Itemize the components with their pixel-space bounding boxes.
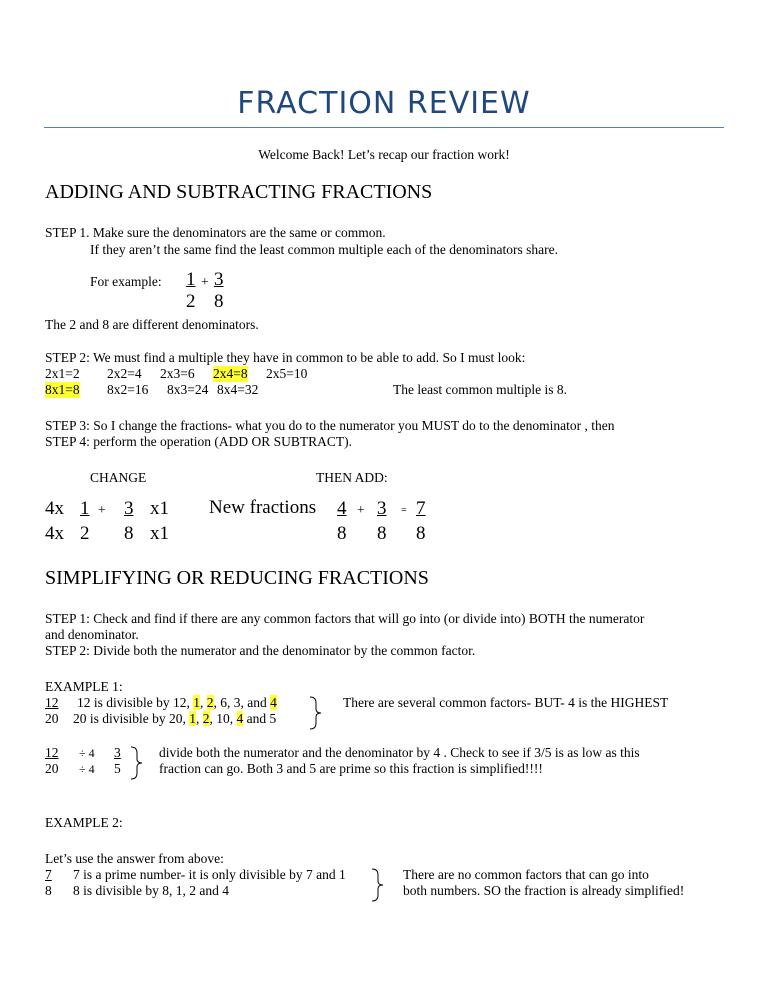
brace-icon <box>130 745 144 781</box>
section-heading-simplifying: SIMPLIFYING OR REDUCING FRACTIONS <box>45 567 429 589</box>
row1-factor-1: 1 <box>193 695 201 710</box>
row2-factor-2: 2 <box>202 711 210 726</box>
multiple-2x4-highlight: 2x4=8 <box>213 366 248 381</box>
divide-result-3: 3 <box>114 745 121 760</box>
multiple-8x2: 8x2=16 <box>107 382 149 397</box>
example1-label: EXAMPLE 1: <box>45 679 123 694</box>
example2-label: EXAMPLE 2: <box>45 815 123 830</box>
step2-text: STEP 2: We must find a multiple they have in common to be able to add. So I must look: <box>45 350 526 365</box>
example-numerator-1: 1 <box>186 269 196 290</box>
example1-numerator-12: 12 <box>45 695 59 710</box>
change-x1-bottom: x1 <box>150 523 169 544</box>
row1-factor-2: 2 <box>206 695 214 710</box>
multiple-8x1-highlight: 8x1=8 <box>45 382 80 397</box>
example2-row1: 7 is a prime number- it is only divisible by 7 and 1 <box>73 867 346 882</box>
change-label: CHANGE <box>90 470 147 485</box>
new-numerator-3: 3 <box>377 498 387 519</box>
simplify-step1-line2: and denominator. <box>45 627 139 642</box>
row2-text-c: and 5 <box>243 711 277 726</box>
step1-line2: If they aren’t the same find the least common multiple each of the denominators share. <box>90 242 558 257</box>
new-denominator-8a: 8 <box>337 523 347 544</box>
no-common-factors-line2: both numbers. SO the fraction is already simplified! <box>403 883 685 898</box>
divide-by-4-bottom: ÷ 4 <box>79 762 95 776</box>
multiple-2x3: 2x3=6 <box>160 366 195 381</box>
simplify-step2: STEP 2: Divide both the numerator and the denominator by the common factor. <box>45 643 476 658</box>
brace-icon <box>309 695 323 731</box>
change-numerator-1: 1 <box>80 498 90 519</box>
new-fractions-label: New fractions <box>209 497 317 518</box>
simplify-step1-line1: STEP 1: Check and find if there are any common factors that will go into (or divide into) BOTH the numerator <box>45 611 645 626</box>
multiple-8x3: 8x3=24 <box>167 382 209 397</box>
multiple-2x2: 2x2=4 <box>107 366 142 381</box>
lcm-text: The least common multiple is 8. <box>393 382 567 397</box>
multiple-8x4: 8x4=32 <box>217 382 259 397</box>
change-x1-top: x1 <box>150 498 169 519</box>
example-numerator-2: 3 <box>214 269 224 290</box>
new-denominator-8b: 8 <box>377 523 387 544</box>
section-heading-adding: ADDING AND SUBTRACTING FRACTIONS <box>45 181 433 203</box>
result-denominator-8: 8 <box>416 523 426 544</box>
divide-result-5: 5 <box>114 761 121 776</box>
example-denominator-2: 8 <box>214 291 224 312</box>
example2-denominator-8: 8 <box>45 883 52 898</box>
change-denominator-8: 8 <box>124 523 134 544</box>
divide-denominator-20: 20 <box>45 761 59 776</box>
new-equals: = <box>401 505 407 516</box>
title-rule <box>44 127 724 128</box>
no-common-factors-line1: There are no common factors that can go into <box>403 867 649 882</box>
divide-explanation-line1: divide both the numerator and the denominator by 4 . Check to see if 3/5 is as low as this <box>159 745 640 760</box>
example-denominator-1: 2 <box>186 291 196 312</box>
row2-text-a: 20 is divisible by 20, <box>73 711 190 726</box>
example1-denominator-20: 20 <box>45 711 59 726</box>
then-add-label: THEN ADD: <box>316 470 388 485</box>
page-title: FRACTION REVIEW <box>237 86 531 121</box>
divide-numerator-12: 12 <box>45 745 59 760</box>
change-4x-bottom: 4x <box>45 523 64 544</box>
welcome-text: Welcome Back! Let’s recap our fraction work! <box>258 147 510 162</box>
row2-factor-1: 1 <box>189 711 197 726</box>
row1-text-a: 12 is divisible by 12, <box>77 695 194 710</box>
step3-text: STEP 3: So I change the fractions- what you do to the numerator you MUST do to the denominator , then <box>45 418 615 433</box>
row1-factor-4: 4 <box>270 695 277 710</box>
change-4x-top: 4x <box>45 498 64 519</box>
step4-text: STEP 4: perform the operation (ADD OR SUBTRACT). <box>45 434 352 449</box>
change-numerator-3: 3 <box>124 498 134 519</box>
row1-text-b: , 6, 3, and <box>213 695 271 710</box>
row2-factor-4: 4 <box>236 711 244 726</box>
example2-numerator-7: 7 <box>45 867 52 882</box>
multiple-2x5: 2x5=10 <box>266 366 308 381</box>
row2-comma: , <box>196 711 203 726</box>
example-plus: + <box>201 274 209 289</box>
different-denominators-text: The 2 and 8 are different denominators. <box>45 317 259 332</box>
example1-row1 <box>77 695 277 711</box>
for-example-label: For example: <box>90 274 162 289</box>
brace-icon <box>371 867 385 903</box>
several-common-factors-text: There are several common factors- BUT- 4 is the HIGHEST <box>343 695 669 710</box>
new-plus: + <box>357 502 365 517</box>
new-numerator-4: 4 <box>337 498 347 519</box>
example2-row2: 8 is divisible by 8, 1, 2 and 4 <box>73 883 229 898</box>
step1-line1: STEP 1. Make sure the denominators are the same or common. <box>45 225 386 240</box>
divide-by-4-top: ÷ 4 <box>79 746 95 760</box>
example1-row2 <box>73 711 276 727</box>
lets-use-answer-text: Let’s use the answer from above: <box>45 851 224 866</box>
change-denominator-2: 2 <box>80 523 90 544</box>
result-numerator-7: 7 <box>416 498 426 519</box>
multiple-2x1: 2x1=2 <box>45 366 80 381</box>
row1-comma: , <box>200 695 207 710</box>
change-plus: + <box>98 502 106 517</box>
divide-explanation-line2: fraction can go. Both 3 and 5 are prime so this fraction is simplified!!!! <box>159 761 543 776</box>
row2-text-b: , 10, <box>209 711 237 726</box>
